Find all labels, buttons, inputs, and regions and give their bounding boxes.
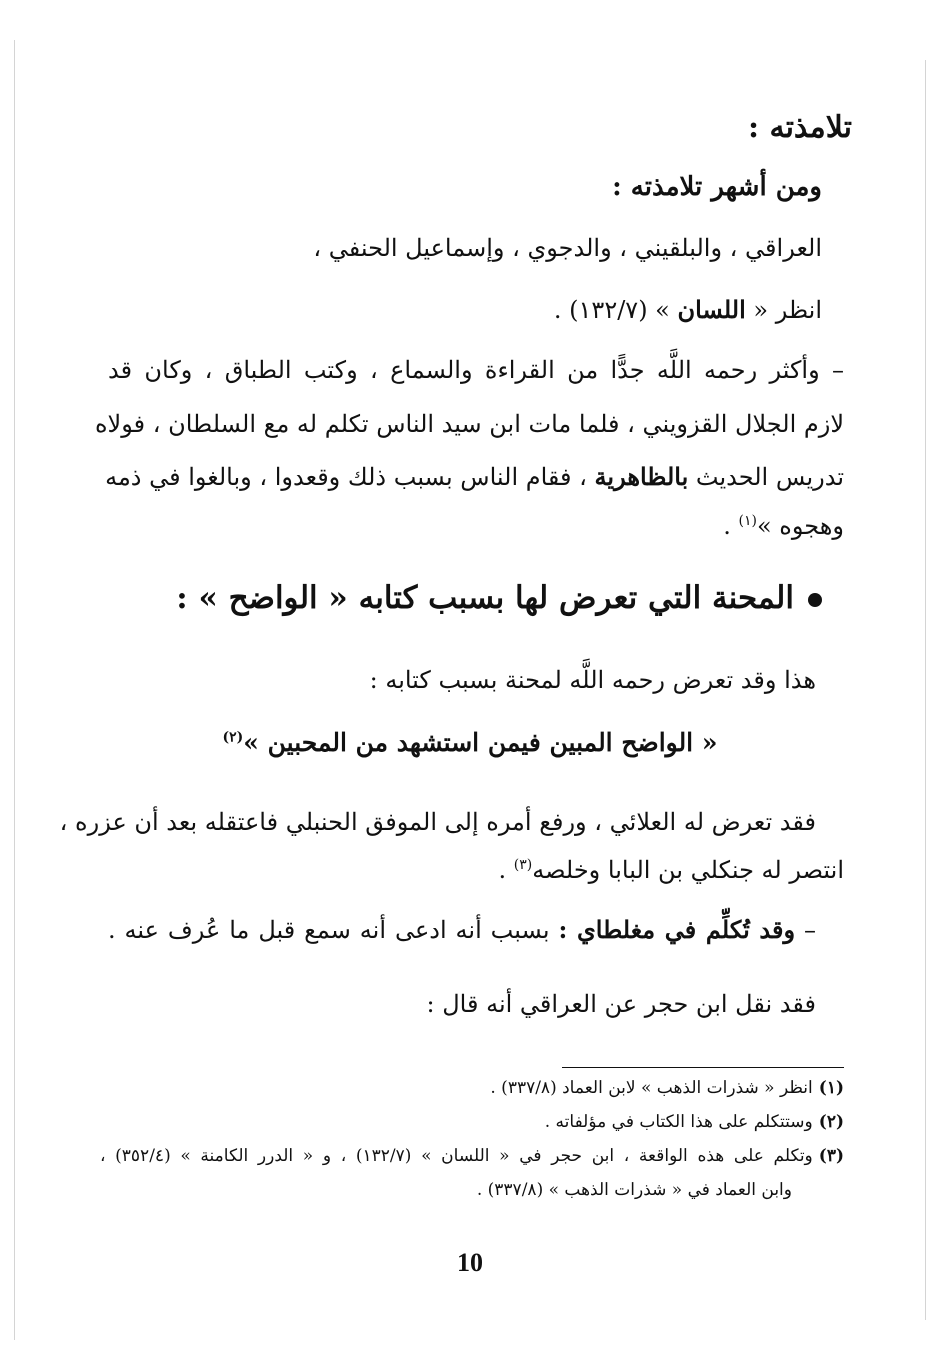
para2-line3-post: ، فقام الناس بسبب ذلك وقعدوا ، وبالغوا في ذمه xyxy=(105,463,595,491)
lisan-reference-pre: انظر « xyxy=(745,296,822,324)
footnote-2 xyxy=(545,1112,844,1132)
para2-line3 xyxy=(105,462,844,492)
students-intro: ومن أشهر تلامذته : xyxy=(612,172,822,202)
students-list: العراقي ، والبلقيني ، والدجوي ، وإسماعيل الحنفي ، xyxy=(313,234,822,262)
footnote-ref-3[interactable]: (٣) xyxy=(513,857,533,873)
para2-line4-end: . xyxy=(723,512,739,540)
para4-line2-text: انتصر له جنكلي بن البابا وخلصه xyxy=(532,856,844,884)
para4-line2 xyxy=(498,856,844,885)
para2-line1: – وأكثر رحمه اللَّه جدًّا من القراءة والسماع ، وكتب الطباق ، وكان قد xyxy=(108,356,844,384)
section-heading: تلامذته : xyxy=(747,110,852,145)
para5-post: بسبب أنه ادعى أنه سمع قبل ما عُرف عنه . xyxy=(108,916,559,944)
para2-line4 xyxy=(723,512,844,541)
mihna-heading-text: المحنة التي تعرض لها بسبب كتابه « الواضح » : xyxy=(176,580,794,616)
para2-line2: لازم الجلال القزويني ، فلما مات ابن سيد الناس تكلم له مع السلطان ، فولاه xyxy=(94,410,844,438)
footnote-ref-1[interactable]: (١) xyxy=(738,513,757,529)
mughlatay-heading: وقد تُكلِّم في مغلطاي : xyxy=(558,915,796,944)
footnote-3 xyxy=(100,1146,844,1166)
footnote-3-continuation: وابن العماد في « شذرات الذهب » (٣٣٧/٨) . xyxy=(476,1180,792,1200)
left-margin-mark xyxy=(14,40,15,1340)
footnote-ref-2[interactable]: (٢) xyxy=(222,729,244,746)
book-title-line xyxy=(0,728,940,758)
lisan-title: اللسان xyxy=(677,295,746,324)
footnote-3-text: وتكلم على هذه الواقعة ، ابن حجر في « اللسان » (١٣٢/٧) ، و « الدرر الكامنة » (٣٥٢/٤) ، xyxy=(100,1146,813,1166)
para5-pre: – xyxy=(795,916,816,944)
para4-line1: فقد تعرض له العلائي ، ورفع أمره إلى الموفق الحنبلي فاعتقله بعد أن عزره ، xyxy=(59,808,816,836)
para4-line2-end: . xyxy=(498,856,514,884)
zahiriyya-word: بالظاهرية xyxy=(594,462,689,491)
footnote-3-number: (٣) xyxy=(818,1146,845,1166)
lisan-reference xyxy=(554,296,822,325)
footnote-separator xyxy=(562,1067,844,1068)
footnote-1-text: انظر « شذرات الذهب » لابن العماد (٣٣٧/٨) . xyxy=(490,1078,813,1098)
para6-line1: فقد نقل ابن حجر عن العراقي أنه قال : xyxy=(426,990,816,1018)
footnote-1 xyxy=(490,1078,844,1098)
para2-line4-text: وهجوه » xyxy=(756,512,844,540)
footnote-2-text: وستتكلم على هذا الكتاب في مؤلفاته . xyxy=(544,1112,813,1132)
mihna-heading xyxy=(176,580,822,617)
bullet-icon xyxy=(808,593,822,607)
footnote-2-number: (٢) xyxy=(818,1112,844,1132)
lisan-reference-post: » (١٣٢/٧) . xyxy=(553,296,678,324)
book-title: « الواضح المبين فيمن استشهد من المحبين » xyxy=(243,728,718,757)
para5-line xyxy=(108,916,816,945)
para2-line3-pre: تدريس الحديث xyxy=(688,463,844,491)
right-margin-mark xyxy=(925,60,926,1320)
page-number: 10 xyxy=(457,1248,483,1277)
footnote-1-number: (١) xyxy=(818,1078,844,1098)
para3-line1: هذا وقد تعرض رحمه اللَّه لمحنة بسبب كتابه : xyxy=(369,666,816,694)
